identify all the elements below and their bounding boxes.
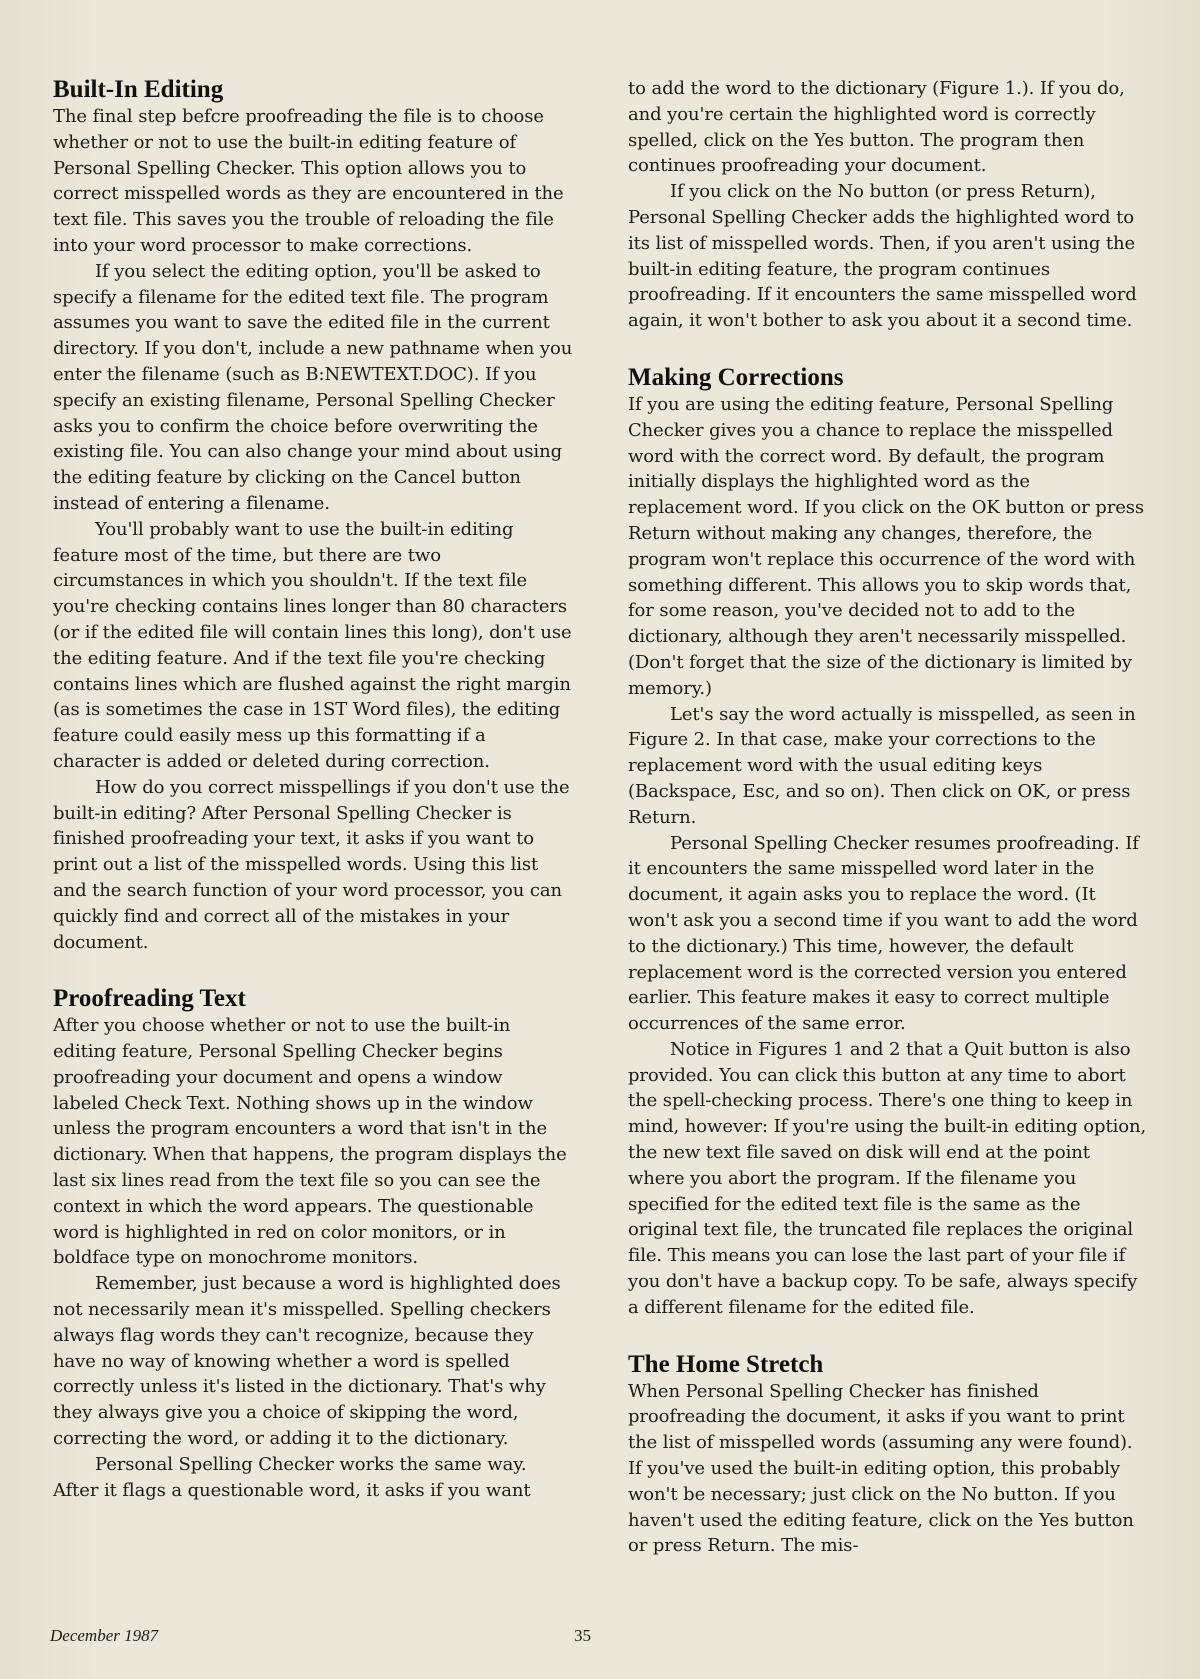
right-column bbox=[628, 76, 1148, 1559]
paragraph: After you choose whether or not to use the built-in editing feature, Personal Spelling Checker begins proofreading your document and opens a window labeled Check Text. Nothing shows up in the window unless the program encounters a word that isn't in the dictionary. When that happens, the program displays the last six lines read from the text file so you can see the context in which the word appears. The questionable word is highlighted in red on color monitors, or in boldface type on monochrome monitors. bbox=[53, 1015, 567, 1269]
paragraph: to add the word to the dictionary (Figure 1.). If you do, and you're certain the highlighted word is correctly spelled, click on the Yes button. The program then continues proofreading your document. bbox=[628, 78, 1125, 177]
section-continued bbox=[628, 76, 1148, 334]
paragraph: If you select the editing option, you'll be asked to specify a filename for the edited text file. The program assumes you want to save the edited file in the current directory. If you don't, include a new pathname when you enter the filename (such as B:NEWTEXT.DOC). If you specify an existing filename, Personal Spelling Checker asks you to confirm the choice before overwriting the existing file. You can also change your mind about using the editing feature by clicking on the Cancel button instead of entering a filename. bbox=[53, 260, 573, 514]
left-column bbox=[53, 76, 573, 1503]
section-heading: The Home Stretch bbox=[628, 1350, 824, 1378]
section-heading: Making Corrections bbox=[628, 363, 844, 391]
paragraph: Let's say the word actually is misspelled, as seen in Figure 2. In that case, make your corrections to the replacement word with the usual editing keys (Backspace, Esc, and so on). Then click on OK, or press Return. bbox=[628, 703, 1136, 828]
section-heading: Built-In Editing bbox=[53, 76, 224, 103]
footer-date: December 1987 bbox=[50, 1626, 159, 1645]
paragraph: Remember, just because a word is highlighted does not necessarily mean it's misspelled. Spelling checkers always flag words they can't recognize, because they have no way of knowing whether a word is spelled correctly unless it's listed in the dictionary. That's why they always give you a choice of skipping the word, correcting the word, or adding it to the dictionary. bbox=[53, 1273, 561, 1450]
paragraph: The final step befcre proofreading the file is to choose whether or not to use the built-in editing feature of Personal Spelling Checker. This option allows you to correct misspelled words as they are encountered in the text file. This saves you the trouble of reloading the file into your word processor to make corrections. bbox=[53, 106, 564, 256]
section-built-in-editing bbox=[53, 76, 573, 955]
paragraph: You'll probably want to use the built-in editing feature most of the time, but there are two circumstances in which you shouldn't. If the text file you're checking contains lines longer than 80 characters (or if the edited file will contain lines this long), don't use the editing feature. And if the text file you're checking contains lines which are flushed against the right margin (as is sometimes the case in 1ST Word files), the editing feature could easily mess up this formatting if a character is added or deleted during correction. bbox=[53, 518, 572, 772]
section-making-corrections bbox=[628, 364, 1148, 1321]
section-heading: Proofreading Text bbox=[53, 985, 246, 1013]
page-number: 35 bbox=[574, 1626, 591, 1645]
section-proofreading-text bbox=[53, 985, 573, 1503]
paragraph: How do you correct misspellings if you don't use the built-in editing? After Personal Spelling Checker is finished proofreading your text, it asks if you want to print out a list of the misspelled words. Using this list and the search function of your word processor, you can quickly find and correct all of the mistakes in your document. bbox=[53, 776, 570, 953]
paragraph: Personal Spelling Checker resumes proofreading. If it encounters the same misspelled word later in the document, it again asks you to replace the word. (It won't ask you a second time if you want to add the word to the dictionary.) This time, however, the default replacement word is the corrected version you entered earlier. This feature makes it easy to correct multiple occurrences of the same error. bbox=[628, 832, 1139, 1035]
paragraph: If you are using the editing feature, Personal Spelling Checker gives you a chance to replace the misspelled word with the correct word. By default, the program initially displays the highlighted word as the replacement word. If you click on the OK button or press Return without making any changes, therefore, the program won't replace this occurrence of the word with something different. This allows you to skip words that, for some reason, you've decided not to add to the dictionary, although they aren't necessarily misspelled. (Don't forget that the size of the dictionary is limited by memory.) bbox=[628, 393, 1145, 699]
paragraph: When Personal Spelling Checker has finished proofreading the document, it asks if you want to print the list of misspelled words (assuming any were found). If you've used the built-in editing option, this probably won't be necessary; just click on the No button. If you haven't used the editing feature, click on the Yes button or press Return. The mis- bbox=[628, 1380, 1134, 1557]
paragraph: Notice in Figures 1 and 2 that a Quit button is also provided. You can click this button at any time to abort the spell-checking process. There's one thing to keep in mind, however: If you're using the built-in editing option, the new text file saved on disk will end at the point where you abort the program. If the filename you specified for the edited text file is the same as the original text file, the truncated file replaces the original file. This means you can lose the last part of your file if you don't have a backup copy. To be safe, always specify a different filename for the edited file. bbox=[628, 1038, 1147, 1318]
paragraph: Personal Spelling Checker works the same way. After it flags a questionable word, it asks if you want bbox=[53, 1453, 531, 1501]
paragraph: If you click on the No button (or press Return), Personal Spelling Checker adds the highlighted word to its list of misspelled words. Then, if you aren't using the built-in editing feature, the program continues proofreading. If it encounters the same misspelled word again, it won't bother to ask you about it a second time. bbox=[628, 181, 1137, 332]
section-home-stretch bbox=[628, 1351, 1148, 1560]
